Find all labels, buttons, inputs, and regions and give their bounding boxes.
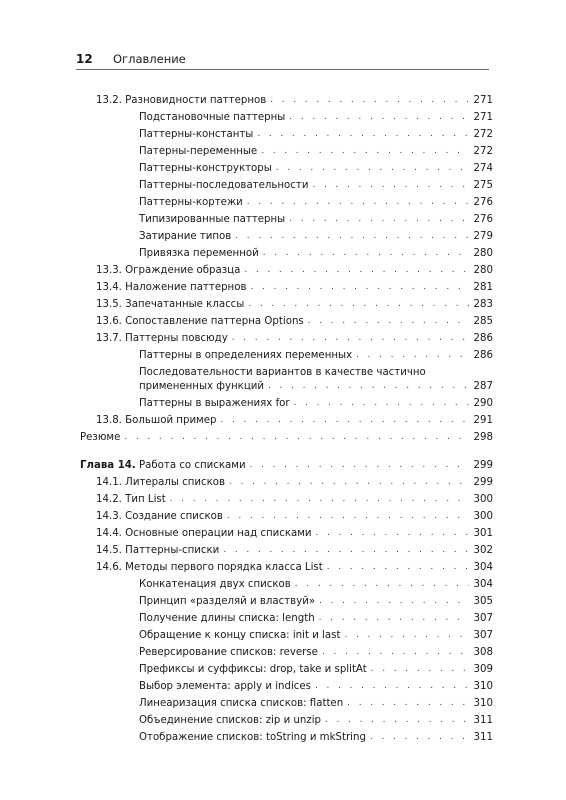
dot-leader [295,579,469,589]
toc-page-number: 307 [473,630,493,641]
dot-leader [370,732,469,742]
toc-page-number: 299 [473,460,493,471]
toc-entry[interactable] [139,629,493,643]
toc-entry-title: 14.2. Тип List [96,494,166,505]
toc-entry[interactable] [139,145,493,159]
dot-leader [322,647,469,657]
toc-entry[interactable] [96,94,493,108]
toc-entry[interactable] [96,281,493,295]
toc-entry[interactable] [80,431,493,445]
header-rule [76,69,489,70]
dot-leader [319,613,469,623]
toc-page-number: 309 [473,664,493,675]
toc-entry-title: 14.4. Основные операции над списками [96,528,312,539]
dot-leader [235,231,469,241]
toc-page-number: 276 [473,197,493,208]
dot-leader [170,494,469,504]
toc-page-number: 298 [473,432,493,443]
toc-entry[interactable] [139,663,493,677]
toc-entry-title: 13.2. Разновидности паттернов [96,95,267,106]
toc-page-number: 276 [473,214,493,225]
toc-page-number: 279 [473,231,493,242]
toc-entry[interactable] [139,111,493,125]
toc-page-number: 301 [473,528,493,539]
toc-entry-title: Объединение списков: zip и unzip [139,715,321,726]
toc-entry[interactable] [96,493,493,507]
toc-entry[interactable] [139,247,493,261]
dot-leader [289,112,469,122]
toc-entry[interactable] [139,612,493,626]
toc-entry-title: 13.3. Ограждение образца [96,265,241,276]
dot-leader [270,95,469,105]
dot-leader [347,698,469,708]
toc-page-number: 272 [473,129,493,140]
toc-entry[interactable] [139,349,493,363]
toc-entry[interactable] [139,230,493,244]
toc-page-number: 271 [473,95,493,106]
toc-entry-title: Привязка переменной [139,248,259,259]
toc-page-number: 300 [473,494,493,505]
dot-leader [308,316,469,326]
chapter-number: Глава 14. [80,460,136,471]
dot-leader [356,350,469,360]
toc-page-number: 274 [473,163,493,174]
toc-page-number: 305 [473,596,493,607]
toc-page-number: 310 [473,681,493,692]
toc-entry[interactable] [96,476,493,490]
toc-page-number: 281 [473,282,493,293]
toc-entry[interactable] [139,162,493,176]
toc-page-number: 271 [473,112,493,123]
dot-leader [261,146,469,156]
toc-entry-title: Паттерны в выражениях for [139,398,290,409]
toc-entry[interactable] [139,380,493,394]
toc-entry-title: примененных функций [139,381,264,392]
toc-entry-title: Линеаризация списка списков: flatten [139,698,344,709]
page-number: 12 [76,52,93,66]
toc-page-number: 286 [473,350,493,361]
dot-leader [319,596,469,606]
toc-entry[interactable] [96,298,493,312]
toc-page-number: 311 [473,732,493,743]
dot-leader [316,528,469,538]
page-header [76,51,489,69]
toc-entry[interactable] [139,128,493,142]
toc-entry[interactable] [139,595,493,609]
toc-entry-title: 14.6. Методы первого порядка класса List [96,562,323,573]
toc-page-number: 290 [473,398,493,409]
dot-leader [294,398,469,408]
dot-leader [247,197,469,207]
toc-entry-title: Выбор элемента: apply и indices [139,681,311,692]
toc-entry[interactable] [139,213,493,227]
dot-leader [312,180,469,190]
toc-entry-title: Реверсирование списков: reverse [139,647,318,658]
toc-page-number: 304 [473,579,493,590]
toc-entry[interactable] [139,179,493,193]
dot-leader [124,432,469,442]
toc-entry-title: Патерны-переменные [139,146,258,157]
toc-chapter-entry[interactable] [80,459,493,473]
toc-entry[interactable] [139,578,493,592]
toc-entry-title: Получение длины списка: length [139,613,315,624]
toc-page-number: 308 [473,647,493,658]
toc-page-number: 311 [473,715,493,726]
toc-entry[interactable] [139,731,493,745]
dot-leader [327,562,469,572]
toc-entry-title: Типизированные паттерны [139,214,286,225]
toc-entry[interactable] [139,697,493,711]
dot-leader [227,511,469,521]
toc-entry[interactable] [96,561,493,575]
toc-entry[interactable] [139,397,493,411]
toc-page-number: 275 [473,180,493,191]
toc-page-number: 307 [473,613,493,624]
toc-page-number: 280 [473,248,493,259]
toc-entry-title: 13.4. Наложение паттернов [96,282,247,293]
toc-entry-title: 14.1. Литералы списков [96,477,226,488]
toc-page-number: 304 [473,562,493,573]
toc-entry[interactable] [96,264,493,278]
toc-entry[interactable] [96,510,493,524]
dot-leader [371,664,469,674]
dot-leader [289,214,469,224]
toc-entry-title: Паттерны-кортежи [139,197,243,208]
toc-entry[interactable] [96,527,493,541]
toc-entry[interactable] [139,714,493,728]
toc-entry[interactable] [96,544,493,558]
dot-leader [250,460,469,470]
dot-leader [248,299,469,309]
toc-entry[interactable] [96,414,493,428]
toc-page-number: 287 [473,381,493,392]
toc-entry-title: 13.5. Запечатанные классы [96,299,245,310]
toc-entry[interactable] [139,196,493,210]
toc-page-number: 291 [473,415,493,426]
toc-entry-title: 13.7. Паттерны повсюду [96,333,228,344]
toc-page-number: 299 [473,477,493,488]
toc-entry-title: 13.8. Большой пример [96,415,217,426]
toc-page-number: 300 [473,511,493,522]
toc-entry-title: Подстановочные паттерны [139,112,286,123]
dot-leader [220,415,469,425]
toc-entry-title: Конкатенация двух списков [139,579,291,590]
dot-leader [263,248,469,258]
toc-entry-title: Префиксы и суффиксы: drop, take и splitAt [139,664,367,675]
dot-leader [229,477,469,487]
dot-leader [325,715,469,725]
dot-leader [268,381,469,391]
toc-page-number: 285 [473,316,493,327]
dot-leader [257,129,469,139]
toc-page-number: 280 [473,265,493,276]
toc-entry-title: Паттерны в определениях переменных [139,350,353,361]
toc-entry[interactable] [139,680,493,694]
dot-leader [232,333,469,343]
toc-entry-title: 14.5. Паттерны-списки [96,545,220,556]
toc-page-number: 283 [473,299,493,310]
toc-entry-line1[interactable]: Последовательности вариантов в качестве частично [139,367,426,378]
toc-entry[interactable] [96,332,493,346]
toc-entry-title: Отображение списков: toString и mkString [139,732,366,743]
toc-entry-title: Паттерны-константы [139,129,254,140]
toc-entry-title: Паттерны-последовательности [139,180,309,191]
dot-leader [315,681,469,691]
toc-entry[interactable] [96,315,493,329]
toc-entry-title: 13.6. Сопоставление паттерна Options [96,316,304,327]
toc-page-number: 272 [473,146,493,157]
toc-entry-title: Принцип «разделяй и властвуй» [139,596,316,607]
dot-leader [223,545,469,555]
toc-entry-title: Глава 14. Работа со списками [80,460,246,471]
toc-page-number: 302 [473,545,493,556]
toc-entry-title: Резюме [80,432,121,443]
toc-entry-title: Паттерны-конструкторы [139,163,272,174]
toc-entry[interactable] [139,646,493,660]
dot-leader [250,282,469,292]
toc-entry-title: 14.3. Создание списков [96,511,223,522]
toc-page-number: 310 [473,698,493,709]
toc-entry-title: Обращение к концу списка: init и last [139,630,341,641]
toc-entry-title: Затирание типов [139,231,232,242]
dot-leader [244,265,469,275]
dot-leader [344,630,469,640]
toc-page-number: 286 [473,333,493,344]
running-title: Оглавление [113,52,186,66]
dot-leader [276,163,469,173]
